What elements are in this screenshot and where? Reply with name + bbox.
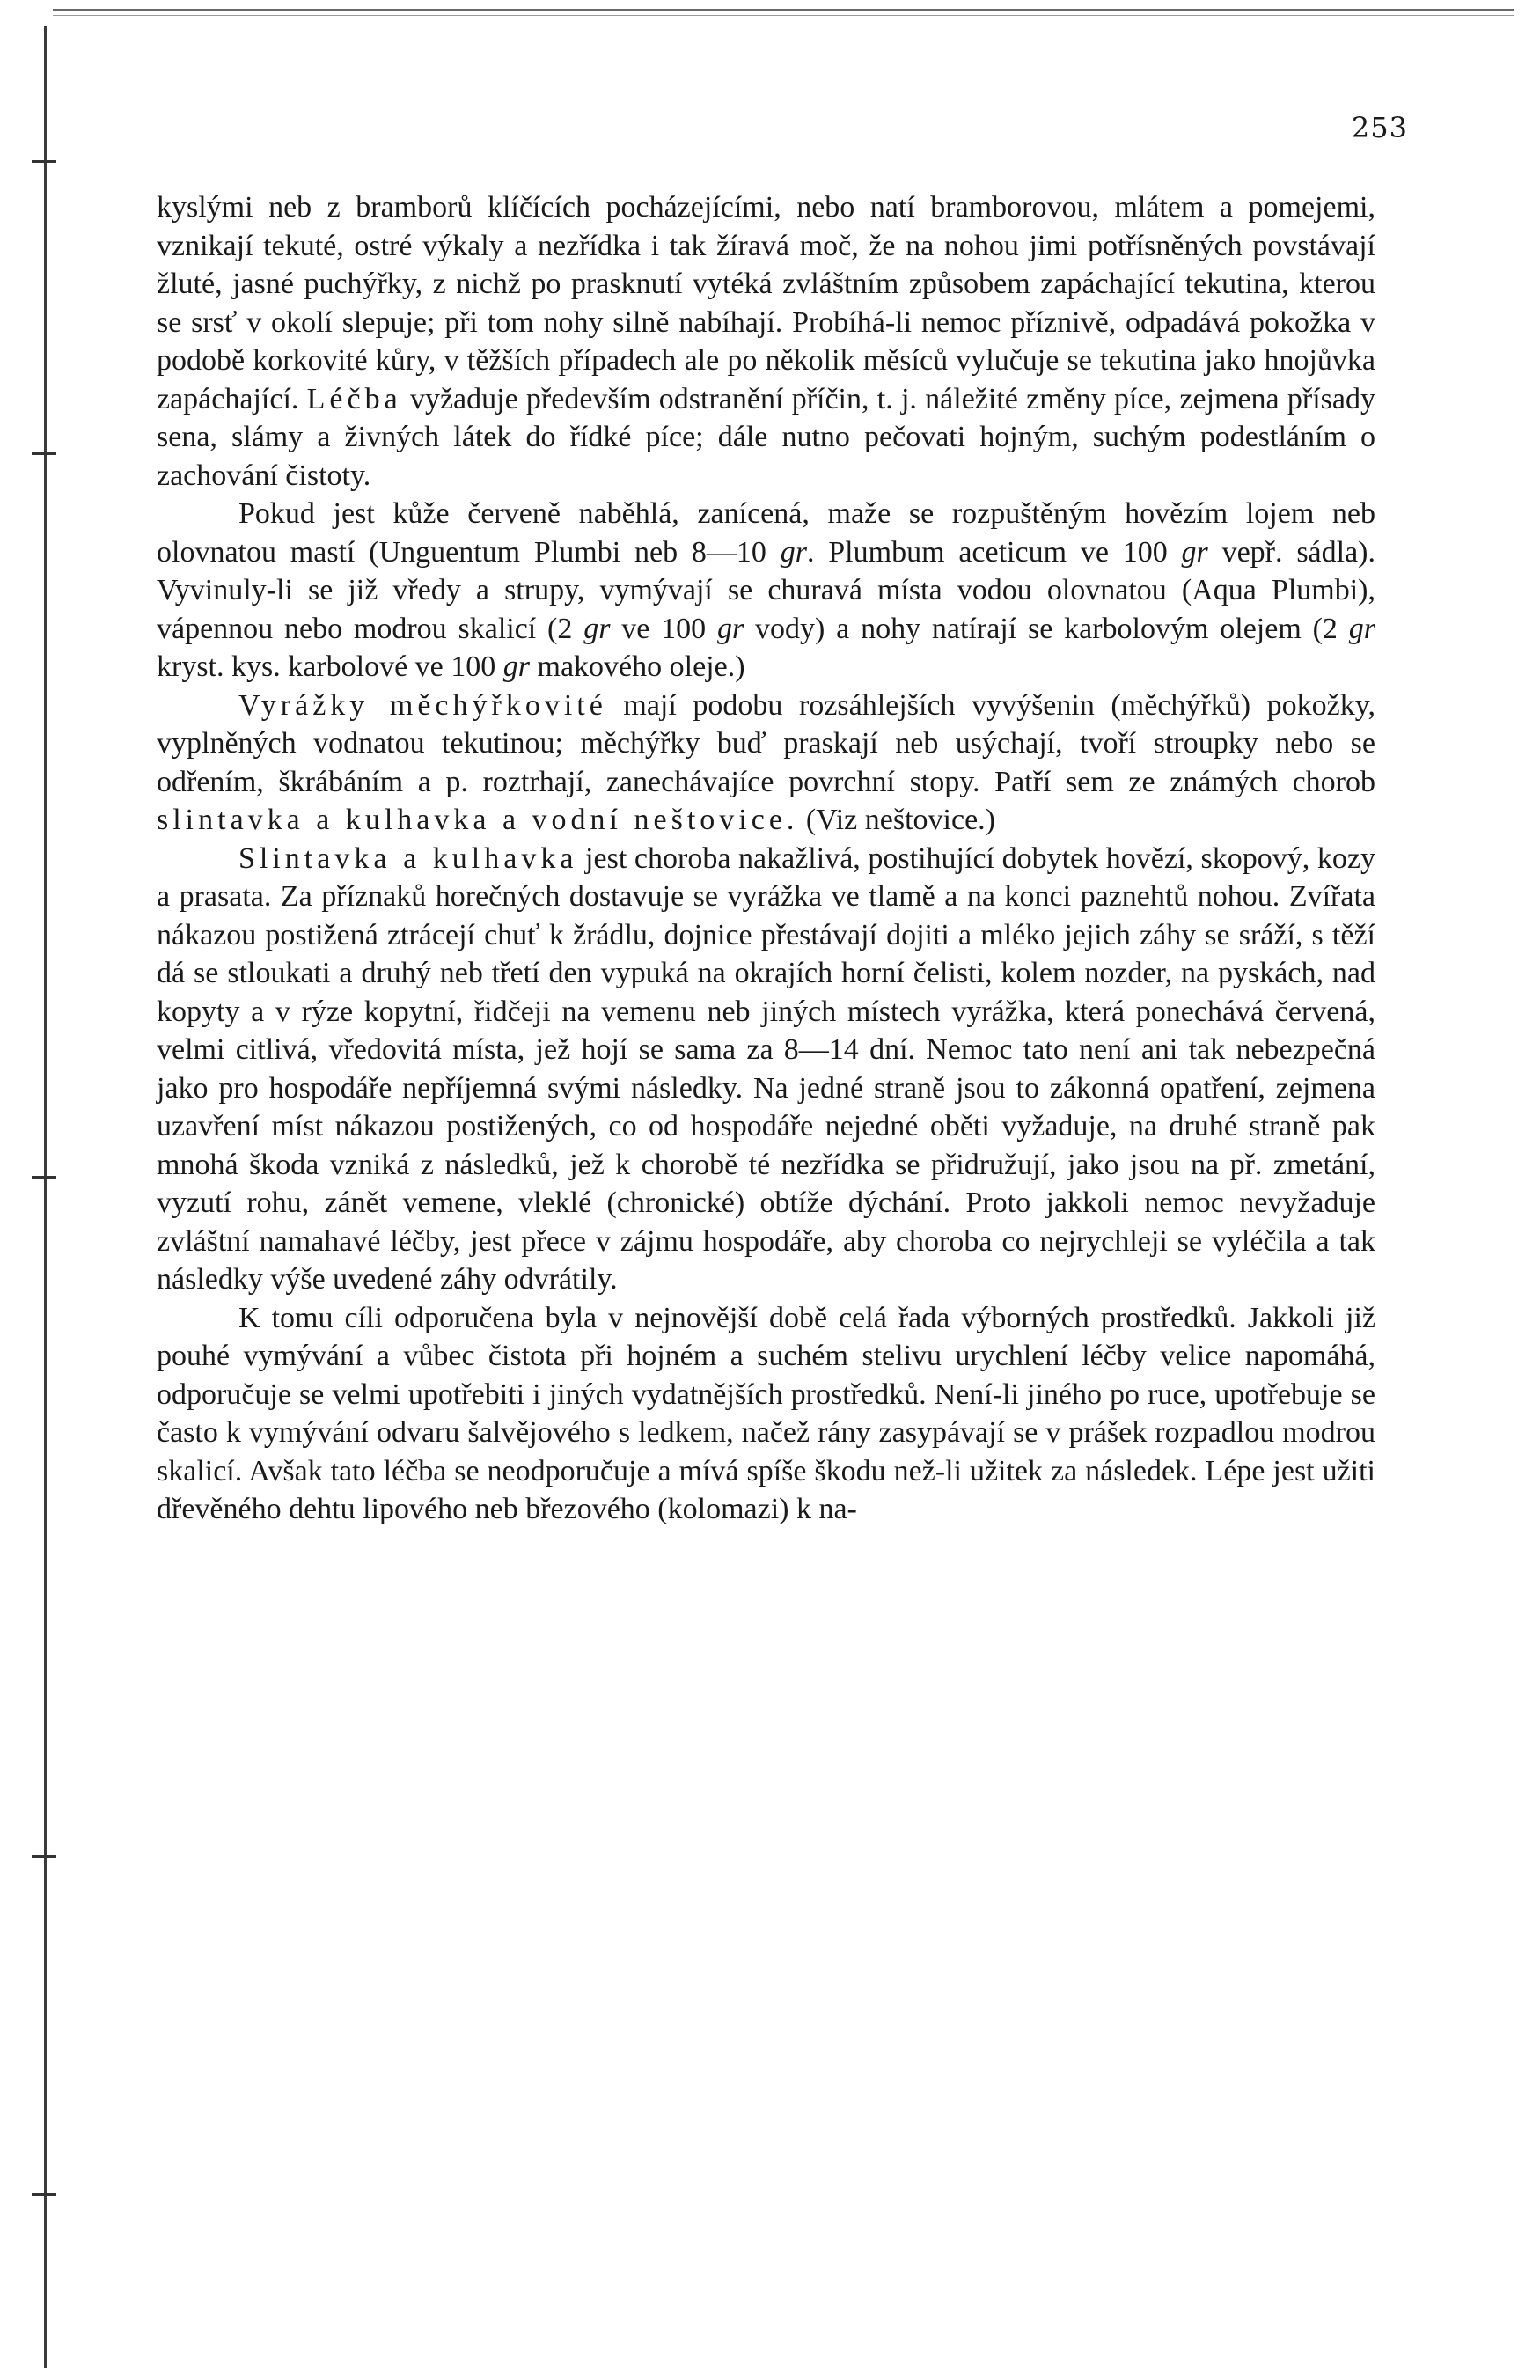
emphasized-term: Slintavka a kulhavka bbox=[238, 841, 578, 875]
page-top-rule-thin bbox=[53, 15, 1514, 16]
paragraph bbox=[157, 188, 1375, 495]
binding-mark bbox=[32, 160, 56, 163]
emphasized-term: Léčba bbox=[306, 382, 402, 415]
page-binding-edge bbox=[44, 26, 47, 2368]
paragraph-text: ve 100 bbox=[610, 612, 717, 645]
unit-abbrev: gr bbox=[1181, 535, 1208, 569]
paragraph bbox=[157, 840, 1375, 1299]
paragraph-text: vody) a nohy natírají se karbolovým olejem (2 bbox=[744, 612, 1349, 645]
paragraph-text: jest choroba nakažlivá, postihující dobytek hovězí, skopový, kozy a prasata. Za příznaků horečných dostavuje se vyrážka ve tlamě a na konci paznehtů nohou. Zvířata nákazou postižená ztrácejí chuť k žrádlu, dojnice přestávají dojiti a mléko jejich záhy se sráží, s těží dá se stloukati a druhý neb třetí den vypuká na okrajích horní čelisti, kolem nozder, na pyskách, nad kopyty a v rýze kopytní, řidčeji na vemenu neb jiných místech vyrážka, která ponechává červená, velmi citlivá, vředovitá místa, jež hojí se sama za 8—14 dní. Nemoc tato není ani tak nebezpečná jako pro hospodáře nepříjemná svými následky. Na jedné straně jsou to zákonná opatření, zejmena uzavření míst nákazou postižených, co od hospodáře nejedné oběti vyžaduje, na druhé straně pak mnohá škoda vzniká z následků, jež k chorobě té nezřídka se přidružují, jako jsou na př. zmetání, vyzutí rohu, zánět vemene, vleklé (chronické) obtíže dýchání. Proto jakkoli nemoc nevyžaduje zvláštní namahavé léčby, jest přece v zájmu hospodáře, aby choroba co nejrychleji se vyléčila a tak následky výše uvedené záhy odvrátily. bbox=[157, 841, 1375, 1296]
unit-abbrev: gr bbox=[502, 650, 531, 683]
emphasized-term: slintavka a kulhavka a vodní neštovice. bbox=[157, 804, 799, 836]
unit-abbrev: gr bbox=[1348, 612, 1375, 645]
emphasized-term: Vyrážky měchýřkovité bbox=[238, 688, 607, 722]
paragraph-text: (Viz neštovice.) bbox=[798, 804, 995, 836]
unit-abbrev: gr bbox=[780, 535, 807, 569]
paragraph-text: K tomu cíli odporučena byla v nejnovější době celá řada výborných prostředků. Jakkoli již pouhé vymývání a vůbec čistota při hojném a suchém stelivu urychlení léčby velice napomáhá, odporučuje se velmi upotřebiti i jiných vydatnějších prostředků. Není-li jiného po ruce, upotřebuje se často k vymývání odvaru šalvějového s ledkem, načež rány zasypávají se v prášek rozpadlou modrou skalicí. Avšak tato léčba se neodporučuje a mívá spíše škodu než-li užitek za následek. Lépe jest užiti dřevěného dehtu lipového neb březového (kolomazi) k na- bbox=[157, 1301, 1375, 1525]
paragraph-text: vepř. sádla). Vyvinuly-li se již vředy a strupy, vymývají se churavá místa vodou olovnatou (Aqua Plumbi), vápennou nebo modrou skalicí (2 bbox=[157, 535, 1375, 645]
paragraph-text: vyžaduje především odstranění příčin, t. j. náležité změny píce, zejmena přísady sena, slámy a živných látek do řídké píce; dále nutno pečovati hojným, suchým podestláním o zachování čistoty. bbox=[157, 382, 1375, 492]
paragraph-text: mají podobu rozsáhlejších vyvýšenin (měchýřků) pokožky, vyplněných vodnatou tekutinou; měchýřky buď praskají neb usýchají, tvoří stroupky nebo se odřením, škrábáním a p. roztrhají, zanechávajíce povrchní stopy. Patří sem ze známých chorob bbox=[157, 688, 1375, 798]
paragraph bbox=[157, 687, 1375, 840]
paragraph-text: Pokud jest kůže červeně naběhlá, zanícená, maže se rozpuštěným hovězím lojem neb olovnatou mastí (Unguentum Plumbi neb 8—10 bbox=[157, 497, 1375, 569]
paragraph-text: kyslými neb z bramborů klíčících pocházejícími, nebo natí bramborovou, mlátem a pomejemi, vznikají tekuté, ostré výkaly a nezřídka i tak žíravá moč, že na nohou jimi potřísněných povstávají žluté, jasné puchýřky, z nichž po prasknutí vytéká zvláštním způsobem zapáchající tekutina, kterou se srsť v okolí slepuje; při tom nohy silně nabíhají. Probíhá-li nemoc příznivě, odpadává pokožka v podobě korkovité kůry, v těžších případech ale po několik měsíců vylučuje se tekutina jako hnojůvka zapáchající. bbox=[157, 191, 1375, 415]
binding-mark bbox=[32, 1855, 56, 1858]
paragraph-text: kryst. kys. karbolové ve 100 bbox=[157, 650, 503, 683]
unit-abbrev: gr bbox=[583, 612, 611, 645]
paragraph bbox=[157, 1299, 1375, 1529]
binding-mark bbox=[32, 1176, 56, 1179]
body-text bbox=[157, 188, 1375, 1529]
paragraph-text: makového oleje.) bbox=[530, 650, 745, 683]
binding-mark bbox=[32, 452, 56, 455]
page-number: 253 bbox=[1351, 111, 1408, 144]
paragraph bbox=[157, 495, 1375, 687]
unit-abbrev: gr bbox=[716, 612, 744, 645]
paragraph-text: . Plumbum aceticum ve 100 bbox=[806, 535, 1182, 569]
page-top-rule bbox=[53, 9, 1514, 11]
binding-mark bbox=[32, 2193, 56, 2196]
